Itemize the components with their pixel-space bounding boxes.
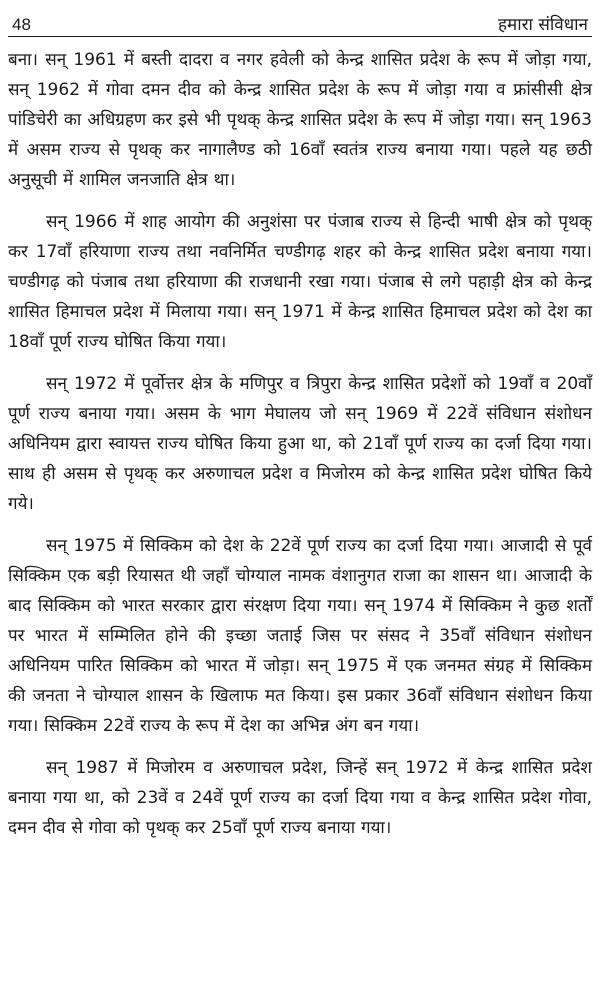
paragraph: बना। सन् 1961 में बस्ती दादरा व नगर हवेली को केन्द्र शासित प्रदेश के रूप में जोड़ा गया, सन् 1962 में गोवा दमन दीव को केन्द्र शासित प्रदेश के रूप में जोड़ा गया व फ्रांसीसी क्षेत्र पांडिचेरी का अधिग्रहण कर इसे भी पृथक् केन्द्र शासित प्रदेश के रूप में जोड़ा गया। सन् 1963 में असम राज्य से पृथक् कर नागालैण्ड को 16वाँ स्वतंत्र राज्य बनाया गया। पहले यह छठी अनुसूची में शामिल जनजाति क्षेत्र था। [8,50,592,190]
body-text [8,45,592,843]
paragraph: सन् 1987 में मिजोरम व अरुणाचल प्रदेश, जिन्हें सन् 1972 में केन्द्र शासित प्रदेश बनाया गया था, को 23वें व 24वें पूर्ण राज्य का दर्जा दिया गया व केन्द्र शासित प्रदेश गोवा, दमन दीव से गोवा को पृथक् कर 25वाँ पूर्ण राज्य बनाया गया। [8,758,592,838]
page-header [8,6,592,37]
running-title: हमारा संविधान [498,15,588,35]
page-number: 48 [12,15,31,34]
paragraph: सन् 1975 में सिक्किम को देश के 22वें पूर्ण राज्य का दर्जा दिया गया। आजादी से पूर्व सिक्किम एक बड़ी रियासत थी जहाँ चोग्याल नामक वंशानुगत राजा का शासन था। आजादी के बाद सिक्किम को भारत सरकार द्वारा संरक्षण दिया गया। सन् 1974 में सिक्किम ने कुछ शर्तों पर भारत में सम्मिलित होने की इच्छा जताई जिस पर संसद ने 35वाँ संविधान संशोधन अधिनियम पारित सिक्किम को भारत में जोड़ा। सन् 1975 में एक जनमत संग्रह में सिक्किम की जनता ने चोग्याल शासन के खिलाफ मत किया। इस प्रकार 36वाँ संविधान संशोधन किया गया। सिक्किम 22वें राज्य के रूप में देश का अभिन्न अंग बन गया। [8,536,592,736]
paragraph: सन् 1966 में शाह आयोग की अनुशंसा पर पंजाब राज्य से हिन्दी भाषी क्षेत्र को पृथक् कर 17वाँ हरियाणा राज्य तथा नवनिर्मित चण्डीगढ़ शहर को केन्द्र शासित प्रदेश बनाया गया। चण्डीगढ़ को पंजाब तथा हरियाणा की राजधानी रखा गया। पंजाब से लगे पहाड़ी क्षेत्र को केन्द्र शासित हिमाचल प्रदेश में मिलाया गया। सन् 1971 में केन्द्र शासित हिमाचल प्रदेश को देश का 18वाँ पूर्ण राज्य घोषित किया गया। [8,212,592,352]
paragraph: सन् 1972 में पूर्वोत्तर क्षेत्र के मणिपुर व त्रिपुरा केन्द्र शासित प्रदेशों को 19वाँ व 20वाँ पूर्ण राज्य बनाया गया। असम के भाग मेघालय जो सन् 1969 में 22वें संविधान संशोधन अधिनियम द्वारा स्वायत्त राज्य घोषित किया हुआ था, को 21वाँ पूर्ण राज्य का दर्जा दिया गया। साथ ही असम से पृथक् कर अरुणाचल प्रदेश व मिजोरम को केन्द्र शासित प्रदेश घोषित किये गये। [8,374,592,514]
